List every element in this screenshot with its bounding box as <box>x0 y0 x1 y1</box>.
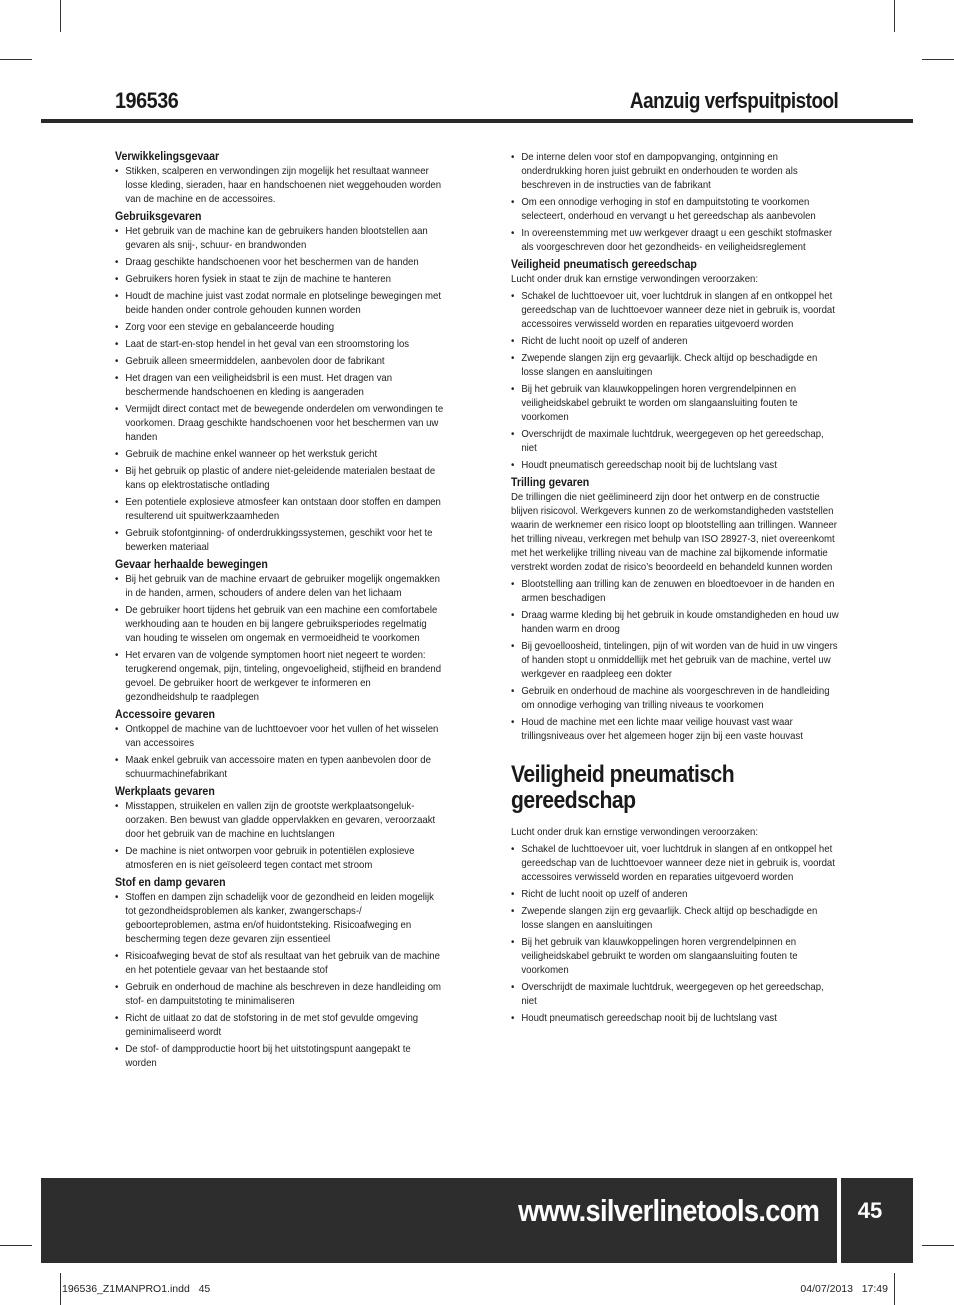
list-item: • Een potentiele explosieve atmosfeer kan ontstaan door stoffen en dampen resulterend uit spuitwerkzaamheden <box>115 496 444 524</box>
section-workplace-hazards <box>115 785 445 873</box>
crop-mark <box>894 1273 895 1305</box>
list-item: • Richt de uitlaat zo dat de stofstoring in de met stof gevulde omgeving geminimaliseerd wordt <box>115 1012 444 1040</box>
page-number-box <box>841 1178 913 1263</box>
section-title: Gevaar herhaalde bewegingen <box>115 559 268 571</box>
crop-mark <box>0 1245 32 1246</box>
list-item: • Houdt de machine juist vast zodat normale en plotselinge bewegingen met beide handen onder controle gehouden kunnen worden <box>115 290 444 318</box>
list-item: • Vermijdt direct contact met de bewegende onderdelen om verwondingen te voorkomen. Draag geschikte handschoenen voor het beschermen van uw handen <box>115 403 444 445</box>
section-heading: Veiligheid pneumatisch gereedschap <box>511 761 735 814</box>
crop-mark <box>60 1273 61 1305</box>
section-dust-fume-hazards <box>115 876 445 1071</box>
list-item: • Om een onnodige verhoging in stof en dampuitstoting te voorkomen selecteert, onderhoud en vervangt u het gereedschap als aanbevolen <box>511 196 840 224</box>
list-item: • Draag geschikte handschoenen voor het beschermen van de handen <box>115 256 444 270</box>
section-title: Stof en damp gevaren <box>115 877 226 889</box>
crop-mark <box>60 0 61 32</box>
list-item: • De gebruiker hoort tijdens het gebruik van een machine een comfortabele werkhouding aan te houden en bij langere gebruiksperiodes regelmatig van houding te wisselen om ongemak en vermoeidheid te voorkomen <box>115 604 444 646</box>
list-item: • Richt de lucht nooit op uzelf of anderen <box>511 888 840 902</box>
list-item: • Houd de machine met een lichte maar veilige houvast vast waar trillingsniveaus over het algemeen hoger zijn bij een vaste houvast <box>511 716 840 744</box>
list-item: • Risicoafweging bevat de stof als resultaat van het gebruik van de machine en het potentiele gevaar van het bestaande stof <box>115 950 444 978</box>
list-item: • Houdt pneumatisch gereedschap nooit bij de luchtslang vast <box>511 1012 840 1026</box>
list-item: • Zwepende slangen zijn erg gevaarlijk. Check altijd op beschadigde en losse slangen en aansluitingen <box>511 352 840 380</box>
print-slug-file: 196536_Z1MANPRO1.indd 45 <box>62 1283 211 1295</box>
list-item: • Bij het gebruik van de machine ervaart de gebruiker mogelijk ongemakken in de handen, armen, schouders of andere delen van het lichaam <box>115 573 444 601</box>
section-usage-hazards <box>115 210 445 555</box>
list-item: • Stikken, scalperen en verwondingen zijn mogelijk het resultaat wanneer losse kleding, sieraden, haar en handschoenen niet weggehouden worden van de machine en de accessoires. <box>115 165 444 207</box>
page-header <box>115 84 838 116</box>
bullet-list <box>115 891 445 1071</box>
bullet-list <box>115 225 445 555</box>
bullet-list <box>511 290 841 473</box>
section-intro: Lucht onder druk kan ernstige verwondingen veroorzaken: <box>511 274 759 285</box>
list-item: • De stof- of dampproductie hoort bij het uitstotingspunt aangepakt te worden <box>115 1043 444 1071</box>
list-item: • Ontkoppel de machine van de luchttoevoer voor het vullen of het wisselen van accessoires <box>115 723 444 751</box>
list-item: • Stoffen en dampen zijn schadelijk voor de gezondheid en leiden mogelijk tot gezondheidsproblemen als kanker, zwangerschaps-/ geboorteproblemen, astma en/of huidontsteking. Risicoafweging en bescherming tegen deze gevaren zijn essentieel <box>115 891 444 947</box>
section-intro: Lucht onder druk kan ernstige verwondingen veroorzaken: <box>511 827 759 838</box>
right-column <box>511 151 841 1029</box>
crop-mark <box>922 1245 954 1246</box>
footer-bar <box>41 1178 837 1263</box>
list-item: • Gebruikers horen fysiek in staat te zijn de machine te hanteren <box>115 273 444 287</box>
section-pneumatic-safety-main <box>511 762 841 1026</box>
list-item: • Draag warme kleding bij het gebruik in koude omstandigheden en houd uw handen warm en droog <box>511 609 840 637</box>
list-item: • In overeenstemming met uw werkgever draagt u een geschikt stofmasker als voorgeschreven door het gezondheids- en veiligheidsreglement <box>511 227 840 255</box>
list-item: • Maak enkel gebruik van accessoire maten en typen aanbevolen door de schuurmachinefabrikant <box>115 754 444 782</box>
section-intro: De trillingen die niet geëlimineerd zijn door het ontwerp en de constructie blijven risicovol. Werkgevers kunnen zo de werkomstandigheden vaststellen waarin de werknemer een risico loopt op blootstelling aan trillingen. Wanneer het trilling niveau, verkregen met behulp van ISO 28927-3, niet overeenkomt met het werkelijke trilling niveau van de machine zal bijkomende informatie verstrekt worden zodat de risico’s beoordeeld en behandeld kunnen worden <box>511 492 837 573</box>
section-entanglement <box>115 150 445 207</box>
list-item: • Het gebruik van de machine kan de gebruikers handen blootstellen aan gevaren als snij-, schuur- en brandwonden <box>115 225 444 253</box>
list-item: • De interne delen voor stof en dampopvanging, ontginning en onderdrukking horen juist gebruikt en onderhouden te worden als beschreven in de instructies van de fabrikant <box>511 151 840 193</box>
website-link[interactable]: www.silverlinetools.com <box>517 1193 819 1228</box>
section-pneumatic-safety <box>511 258 841 473</box>
crop-mark <box>894 0 895 32</box>
section-title: Trilling gevaren <box>511 477 590 489</box>
list-item: • Laat de start-en-stop hendel in het geval van een stroomstoring los <box>115 338 444 352</box>
section-accessory-hazards <box>115 708 445 782</box>
list-item: • Schakel de luchttoevoer uit, voer luchtdruk in slangen af en ontkoppel het gereedschap van de luchttoevoer wanneer deze niet in gebruik is, voordat accessoires verwisseld worden en reparaties uitgevoerd worden <box>511 290 840 332</box>
bullet-list <box>511 843 841 1026</box>
section-vibration <box>511 476 841 744</box>
list-item: • Gebruik en onderhoud de machine als voorgeschreven in de handleiding om onnodige verhoging van trilling niveaus te voorkomen <box>511 685 840 713</box>
section-title: Gebruiksgevaren <box>115 211 202 223</box>
list-item: • Bij het gebruik van klauwkoppelingen horen vergrendelpinnen en veiligheidskabel gebruikt te worden om slangaansluiting fouten te voorkomen <box>511 936 840 978</box>
page-number: 45 <box>857 1198 883 1223</box>
list-item: • Schakel de luchttoevoer uit, voer luchtdruk in slangen af en ontkoppel het gereedschap van de luchttoevoer wanneer deze niet in gebruik is, voordat accessoires verwisseld worden en reparaties uitgevoerd worden <box>511 843 840 885</box>
list-item: • Gebruik stofontginning- of onderdrukkingssystemen, geschikt voor het te bewerken materiaal <box>115 527 444 555</box>
list-item: • Overschrijdt de maximale luchtdruk, weergegeven op het gereedschap, niet <box>511 981 840 1009</box>
left-column <box>115 150 445 1074</box>
bullet-list <box>115 165 445 207</box>
section-title: Werkplaats gevaren <box>115 786 215 798</box>
list-item: • Zorg voor een stevige en gebalanceerde houding <box>115 321 444 335</box>
list-item: • Zwepende slangen zijn erg gevaarlijk. Check altijd op beschadigde en losse slangen en aansluitingen <box>511 905 840 933</box>
list-item: • Gebruik en onderhoud de machine als beschreven in deze handleiding om stof- en dampuitstoting te minimaliseren <box>115 981 444 1009</box>
list-item: • Bij gevoelloosheid, tintelingen, pijn of wit worden van de huid in uw vingers of handen stopt u onmiddellijk met het gebruik van de machine, vertel uw werkgever en raadpleeg een dokter <box>511 640 840 682</box>
header-divider <box>41 119 913 123</box>
list-item: • Misstappen, struikelen en vallen zijn de grootste werkplaatsongeluk-oorzaken. Ben bewust van gladde oppervlakken en gevaren, veroorzaakt door het gebruik van de machine en luchtslangen <box>115 800 444 842</box>
section-repetitive-motion <box>115 558 445 705</box>
section-title: Verwikkelingsgevaar <box>115 151 220 163</box>
list-item: • Het dragen van een veiligheidsbril is een must. Het dragen van beschermende handschoenen en kleding is aangeraden <box>115 372 444 400</box>
crop-mark <box>0 59 32 60</box>
bullet-list <box>511 578 841 744</box>
list-item: • Bij het gebruik op plastic of andere niet-geleidende materialen bestaat de kans op elektrostatische ontlading <box>115 465 444 493</box>
print-slug-date: 04/07/2013 17:49 <box>800 1283 888 1295</box>
list-item: • Overschrijdt de maximale luchtdruk, weergegeven op het gereedschap, niet <box>511 428 840 456</box>
list-item: • Gebruik de machine enkel wanneer op het werkstuk gericht <box>115 448 444 462</box>
bullet-list-continued <box>511 151 841 255</box>
list-item: • Het ervaren van de volgende symptomen hoort niet negeert te worden: terugkerend ongemak, pijn, tinteling, ongevoeligheid, stijfheid en brandend gevoel. De gebruiker hoort de werkgever te informeren en gezondheidshulp te raadplegen <box>115 649 444 705</box>
bullet-list <box>115 723 445 782</box>
section-title: Accessoire gevaren <box>115 709 215 721</box>
list-item: • De machine is niet ontworpen voor gebruik in potentiëlen explosieve atmosferen en is niet geïsoleerd tegen contact met stroom <box>115 845 444 873</box>
crop-mark <box>922 59 954 60</box>
bullet-list <box>115 573 445 705</box>
model-number: 196536 <box>115 88 179 113</box>
page-title: Aanzuig verfspuitpistool <box>629 88 838 113</box>
bullet-list <box>115 800 445 873</box>
list-item: • Bij het gebruik van klauwkoppelingen horen vergrendelpinnen en veiligheidskabel gebruikt te worden om slangaansluiting fouten te voorkomen <box>511 383 840 425</box>
list-item: • Blootstelling aan trilling kan de zenuwen en bloedtoevoer in de handen en armen beschadigen <box>511 578 840 606</box>
section-title: Veiligheid pneumatisch gereedschap <box>511 259 697 271</box>
list-item: • Houdt pneumatisch gereedschap nooit bij de luchtslang vast <box>511 459 840 473</box>
list-item: • Gebruik alleen smeermiddelen, aanbevolen door de fabrikant <box>115 355 444 369</box>
list-item: • Richt de lucht nooit op uzelf of anderen <box>511 335 840 349</box>
